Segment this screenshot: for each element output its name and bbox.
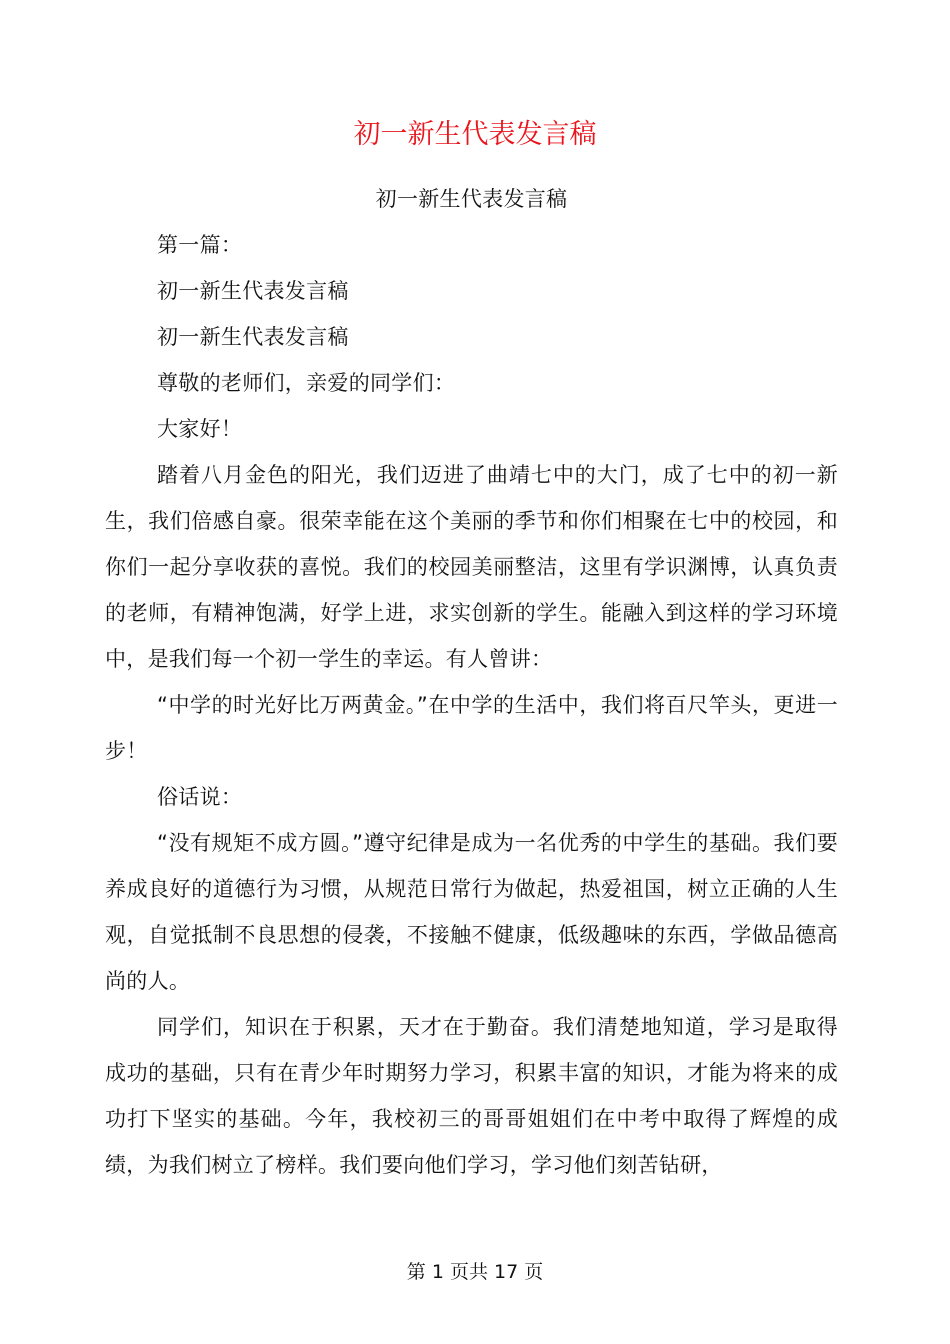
text-line: 初一新生代表发言稿 — [157, 279, 349, 303]
document-body — [105, 176, 838, 1188]
document-title: 初一新生代表发言稿 — [353, 119, 597, 150]
body-paragraph: 踏着八月金色的阳光，我们迈进了曲靖七中的大门，成了七中的初一新生，我们倍感自豪。很荣幸能在这个美丽的季节和你们相聚在七中的校园，和你们一起分享收获的喜悦。我们的校园美丽整洁，这里有学识渊博，认真负责的老师，有精神饱满，好学上进，求实创新的学生。能融入到这样的学习环境中，是我们每一个初一学生的幸运。有人曾讲： — [105, 463, 838, 671]
page-footer: 第 1 页共 17 页 — [406, 1261, 544, 1283]
document-subtitle: 初一新生代表发言稿 — [375, 187, 568, 211]
body-paragraph: “没有规矩不成方圆。”遵守纪律是成为一名优秀的中学生的基础。我们要养成良好的道德行为习惯，从规范日常行为做起，热爱祖国，树立正确的人生观，自觉抵制不良思想的侵袭，不接触不健康，低级趣味的东西，学做品德高尚的人。 — [105, 831, 838, 993]
text-line: 俗话说： — [157, 785, 243, 809]
body-paragraph: 同学们，知识在于积累，天才在于勤奋。我们清楚地知道，学习是取得成功的基础，只有在青少年时期努力学习，积累丰富的知识，才能为将来的成功打下坚实的基础。今年，我校初三的哥哥姐姐们在中考中取得了辉煌的成绩，为我们树立了榜样。我们要向他们学习，学习他们刻苦钻研， — [105, 1015, 838, 1177]
body-paragraph: “中学的时光好比万两黄金。”在中学的生活中，我们将百尺竿头，更进一步！ — [105, 693, 838, 763]
section-label: 第一篇： — [157, 233, 243, 257]
text-line: 初一新生代表发言稿 — [157, 325, 349, 349]
salutation: 尊敬的老师们，亲爱的同学们： — [157, 371, 456, 395]
greeting: 大家好！ — [157, 417, 243, 441]
